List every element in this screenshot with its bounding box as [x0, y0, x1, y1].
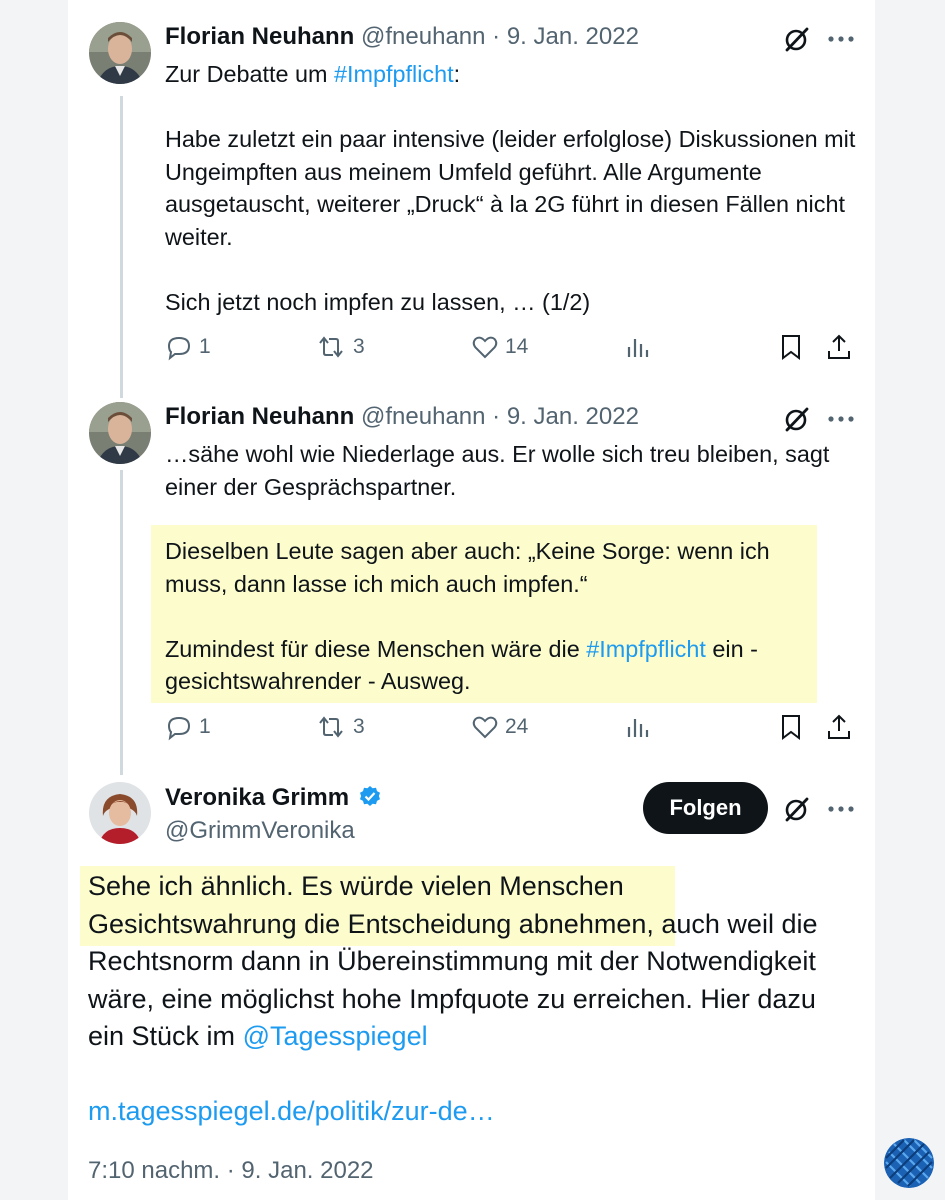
tweet-date[interactable]: 9. Jan. 2022 [506, 403, 639, 430]
right-background-strip [875, 0, 945, 1200]
retweet-button[interactable] [315, 713, 365, 741]
avatar[interactable] [89, 782, 151, 844]
thread-connector-line [120, 470, 123, 775]
mention-link[interactable]: @Tagesspiegel [242, 1021, 428, 1051]
reply-button[interactable] [165, 333, 211, 361]
more-icon[interactable] [826, 794, 856, 824]
text-segment: Zur Debatte um [165, 61, 334, 87]
retweet-icon [315, 713, 347, 741]
retweet-count: 3 [353, 715, 365, 738]
tweet-text [165, 438, 865, 503]
author-handle[interactable]: @fneuhann [361, 23, 486, 50]
bookmark-icon [778, 713, 804, 741]
publisher-logo-icon [884, 1138, 934, 1188]
tweet-text [165, 58, 865, 318]
text-segment: , auch weil die [646, 908, 818, 939]
tweet-header [165, 23, 639, 51]
text-line: wäre, eine möglichst hohe Impfquote zu erreichen. Hier dazu [88, 983, 816, 1014]
author-name[interactable]: Florian Neuhann [165, 403, 355, 430]
action-bar [165, 713, 855, 747]
paragraph: Dieselben Leute sagen aber auch: „Keine Sorge: wenn ich muss, dann lasse ich mich auch impfen.“ [165, 538, 770, 597]
tweet-date[interactable]: 9. Jan. 2022 [506, 23, 639, 50]
more-icon[interactable] [826, 404, 856, 434]
avatar[interactable] [89, 402, 151, 464]
reply-icon [165, 713, 193, 741]
verified-icon [358, 785, 382, 816]
follow-button[interactable]: Folgen [643, 782, 768, 834]
views-icon [625, 333, 651, 361]
text-segment: Gesichtswahrung die Entscheidung abnehmen [88, 908, 647, 939]
tweet-header [165, 403, 639, 431]
retweet-count: 3 [353, 335, 365, 358]
bookmark-icon [778, 333, 804, 361]
like-button[interactable] [471, 333, 528, 361]
highlighted-text [165, 535, 805, 698]
paragraph: …sähe wohl wie Niederlage aus. Er wolle sich treu bleiben, sagt einer der Gesprächspartner. [165, 441, 830, 500]
like-count: 24 [505, 715, 529, 738]
reply-button[interactable] [165, 713, 211, 741]
like-icon [471, 333, 499, 361]
views-button[interactable] [625, 713, 651, 741]
text-segment: ein - gesichtswahrender - Ausweg. [165, 635, 758, 694]
main-tweet-text [88, 868, 878, 1131]
tweet-timestamp[interactable]: 7:10 nachm. · 9. Jan. 2022 [88, 1157, 374, 1184]
hashtag-link[interactable]: #Impfpflicht [334, 61, 454, 87]
text-line: Sehe ich ähnlich. Es würde vielen Menschen [88, 871, 624, 901]
text-segment: ein Stück im [88, 1021, 243, 1051]
views-icon [625, 713, 651, 741]
separator-dot: · [492, 403, 501, 430]
author-handle[interactable]: @fneuhann [361, 403, 486, 430]
hashtag-link[interactable]: #Impfpflicht [586, 635, 706, 662]
author-name[interactable]: Veronika Grimm [165, 784, 350, 811]
reply-count: 1 [199, 335, 211, 358]
retweet-icon [315, 333, 347, 361]
grok-icon[interactable] [782, 794, 812, 824]
reply-icon [165, 333, 193, 361]
left-background-strip [0, 0, 68, 1200]
author-name[interactable]: Florian Neuhann [165, 23, 355, 50]
like-button[interactable] [471, 713, 528, 741]
paragraph: Sich jetzt noch impfen zu lassen, … (1/2) [165, 288, 591, 315]
reply-count: 1 [199, 715, 211, 738]
more-icon[interactable] [826, 24, 856, 54]
share-icon [825, 333, 853, 361]
share-button[interactable] [825, 333, 853, 361]
text-segment: : [453, 61, 461, 87]
article-link[interactable]: m.tagesspiegel.de/politik/zur-de… [88, 1096, 495, 1126]
views-button[interactable] [625, 333, 651, 361]
text-segment: Zumindest für diese Menschen wäre die [165, 635, 587, 662]
grok-icon[interactable] [782, 404, 812, 434]
main-tweet-handle [165, 817, 355, 845]
retweet-button[interactable] [315, 333, 365, 361]
like-count: 14 [505, 335, 529, 358]
thread-connector-line [120, 96, 123, 398]
text-line: Rechtsnorm dann in Übereinstimmung mit der Notwendigkeit [88, 946, 816, 976]
bookmark-button[interactable] [778, 713, 804, 741]
bookmark-button[interactable] [778, 333, 804, 361]
action-bar [165, 333, 855, 367]
like-icon [471, 713, 499, 741]
main-tweet-author [165, 784, 382, 816]
author-handle[interactable]: @GrimmVeronika [165, 817, 355, 844]
share-icon [825, 713, 853, 741]
share-button[interactable] [825, 713, 853, 741]
avatar[interactable] [89, 22, 151, 84]
paragraph: Habe zuletzt ein paar intensive (leider erfolglose) Diskussionen mit Ungeimpften aus meinem Umfeld geführt. Alle Argumente ausgetauscht, weiterer „Druck“ à la 2G führt in diesen Fällen nicht weiter. [165, 126, 856, 250]
separator-dot: · [492, 23, 501, 50]
grok-icon[interactable] [782, 24, 812, 54]
